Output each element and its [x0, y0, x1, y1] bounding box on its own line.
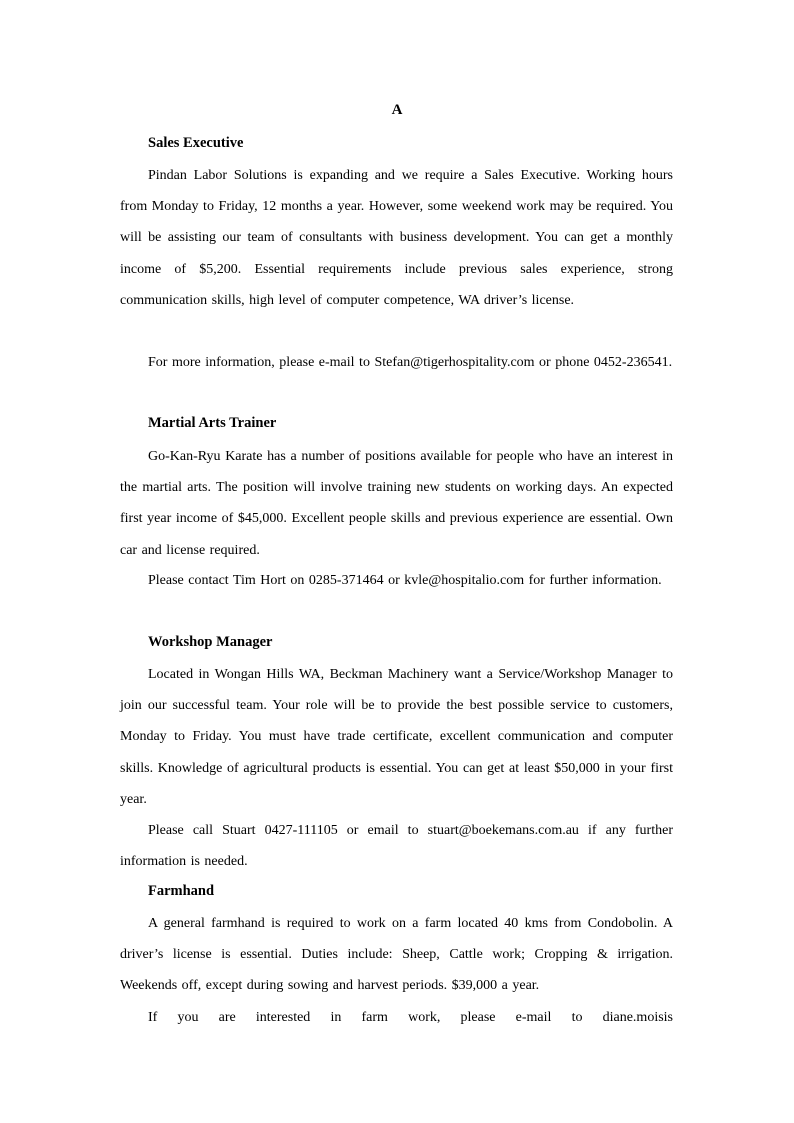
paragraph-sales-executive-description: Pindan Labor Solutions is expanding and we require a Sales Executive. Working hours from Monday to Friday, 12 months a year. However, some weekend work may be required. You will be assisting our team of consultants with business development. You can get a monthly income of $5,200. Essential requirements include previous sales experience, strong communication skills, high level of computer competence, WA driver’s license.: [120, 168, 673, 308]
section-heading-workshop-manager: Workshop Manager: [148, 634, 273, 650]
paragraph-farmhand-description: A general farmhand is required to work on a farm located 40 kms from Condobolin. A driver’s license is essential. Duties include: Sheep, Cattle work; Cropping & irrigation. Weekends off, except during sowing and harvest periods. $39,000 a year.: [120, 916, 673, 994]
section-heading-sales-executive: Sales Executive: [148, 135, 244, 151]
paragraph-martial-arts-description: Go-Kan-Ryu Karate has a number of positions available for people who have an interest in the martial arts. The position will involve training new students on working days. An expected first year income of $45,000. Excellent people skills and previous experience are essential. Own car and license required.: [120, 449, 673, 558]
paragraph-farmhand-contact: If you are interested in farm work, please e-mail to diane.moisis: [148, 1010, 673, 1025]
paragraph-workshop-manager-description: Located in Wongan Hills WA, Beckman Machinery want a Service/Workshop Manager to join our successful team. Your role will be to provide the best possible service to customers, Monday to Friday. You must have trade certificate, excellent communication and computer skills. Knowledge of agricultural products is essential. You can get at least $50,000 in your first year.: [120, 667, 673, 807]
section-heading-farmhand: Farmhand: [148, 883, 215, 899]
paragraph-sales-executive-contact: For more information, please e-mail to Stefan@tigerhospitality.com or phone 0452-236541.: [148, 355, 673, 370]
paragraph-workshop-manager-contact: Please call Stuart 0427-111105 or email to stuart@boekemans.com.au if any further information is needed.: [120, 823, 673, 870]
paragraph-martial-arts-contact: Please contact Tim Hort on 0285-371464 or kvle@hospitalio.com for further information.: [148, 573, 662, 588]
page-title: A: [391, 102, 403, 118]
section-heading-martial-arts-trainer: Martial Arts Trainer: [148, 415, 277, 431]
